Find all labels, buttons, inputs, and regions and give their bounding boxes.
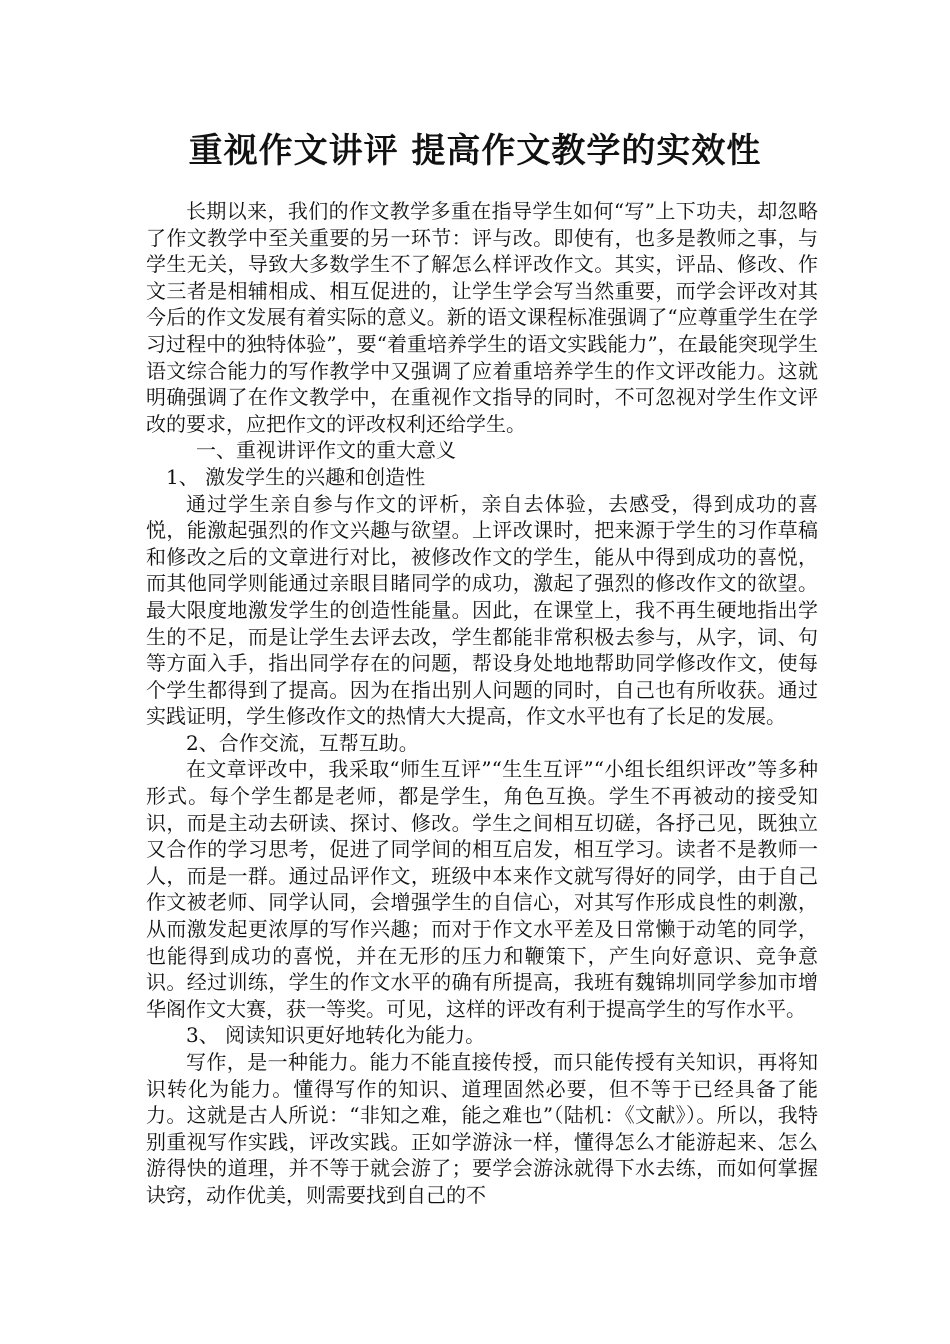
paragraph-ability: 写作，是一种能力。能力不能直接传授，而只能传授有关知识，再将知识转化为能力。懂得写作的知识、道理固然必要，但不等于已经具备了能力。这就是古人所说：“非知之难，能之难也”（陆机：《文献》）。所以，我特别重视写作实践，评改实践。正如学游泳一样，懂得怎么才能游起来、怎么游得快的道理，并不等于就会游了；要学会游泳就得下水去练，而如何掌握诀窍，动作优美，则需要找到自己的不 [146,1050,818,1207]
subsection-heading-3: 3、 阅读知识更好地转化为能力。 [186,1023,486,1048]
paragraph-interest: 通过学生亲自参与作文的评析，亲自去体验，去感受，得到成功的喜悦，能激起强烈的作文兴趣与欲望。上评改课时，把来源于学生的习作草稿和修改之后的文章进行对比，被修改作文的学生，能从中得到成功的喜悦，而其他同学则能通过亲眼目睹同学的成功，激起了强烈的修改作文的欲望。最大限度地激发学生的创造性能量。因此，在课堂上，我不再生硬地指出学生的不足，而是让学生去评去改，学生都能非常积极去参与，从字，词、句等方面入手，指出同学存在的问题，帮设身处地地帮助同学修改作文，使每个学生都得到了提高。因为在指出别人问题的同时，自己也有所收获。通过实践证明，学生修改作文的热情大大提高，作文水平也有了长足的发展。 [146,491,818,729]
document-body [146,198,818,1209]
subsection-heading-2: 2、合作交流，互帮互助。 [186,730,419,755]
paragraph-intro: 长期以来，我们的作文教学多重在指导学生如何“写”上下功夫，却忽略了作文教学中至关重要的另一环节：评与改。即使有，也多是教师之事，与学生无关，导致大多数学生不了解怎么样评改作文。其实，评品、修改、作文三者是相辅相成、相互促进的，让学生学会写当然重要，而学会评改对其今后的作文发展有着实际的意义。新的语文课程标准强调了“应尊重学生在学习过程中的独特体验”，要“着重培养学生的语文实践能力”，在最能突现学生语文综合能力的写作教学中又强调了应着重培养学生的作文评改能力。这就明确强调了在作文教学中，在重视作文指导的同时，不可忽视对学生作文评改的要求，应把作文的评改权利还给学生。 [146,199,818,436]
paragraph-cooperation: 在文章评改中，我采取“师生互评”“生生互评”“小组长组织评改”等多种形式。每个学生都是老师，都是学生，角色互换。学生不再被动的接受知识，而是主动去研读、探讨、修改。学生之间相互切磋，各抒己见，既独立又合作的学习思考，促进了同学间的相互启发，相互学习。读者不是教师一人，而是一群。通过品评作文，班级中本来作文就写得好的同学，由于自己作文被老师、同学认同，会增强学生的自信心，对其写作形成良性的刺激，从而激发起更浓厚的写作兴趣；而对于作文水平差及日常懒于动笔的同学，也能得到成功的喜悦，并在无形的压力和鞭策下，产生向好意识、竞争意识。经过训练，学生的作文水平的确有所提高，我班有魏锦圳同学参加市增华阁作文大赛，获一等奖。可见，这样的评改有利于提高学生的写作水平。 [146,757,818,1021]
document-title: 重视作文讲评 提高作文教学的实效性 [188,131,762,171]
section-heading-1: 一、重视讲评作文的重大意义 [196,438,456,463]
subsection-heading-1: 1、 激发学生的兴趣和创造性 [166,464,426,489]
